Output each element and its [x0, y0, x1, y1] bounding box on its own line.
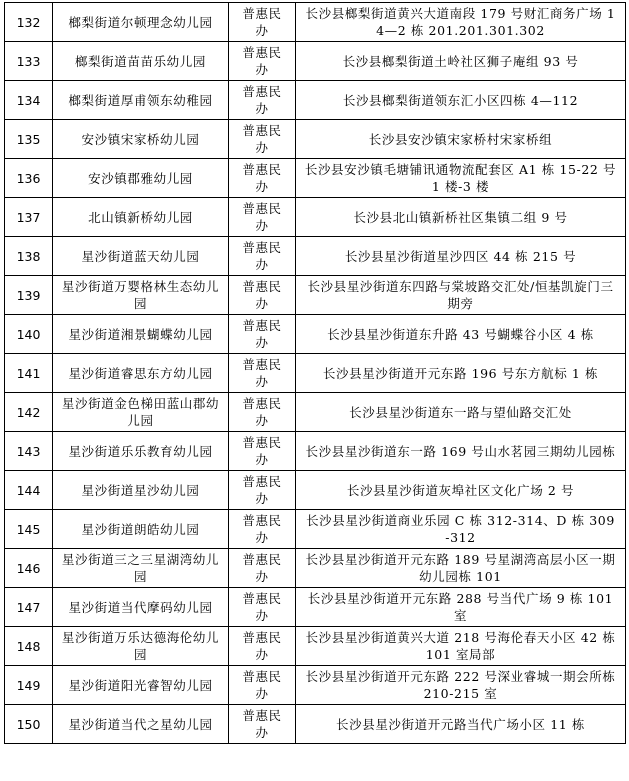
kindergarten-type: 普惠民办 [229, 393, 296, 432]
kindergarten-table [4, 2, 626, 744]
kindergarten-address: 长沙县星沙街道灰埠社区文化广场 2 号 [296, 471, 626, 510]
kindergarten-name: 星沙街道星沙幼儿园 [53, 471, 229, 510]
table-row [5, 666, 626, 705]
kindergarten-type: 普惠民办 [229, 276, 296, 315]
table-row [5, 705, 626, 744]
kindergarten-name: 星沙街道当代摩码幼儿园 [53, 588, 229, 627]
kindergarten-name: 星沙街道湘景蝴蝶幼儿园 [53, 315, 229, 354]
kindergarten-type: 普惠民办 [229, 3, 296, 42]
kindergarten-type: 普惠民办 [229, 354, 296, 393]
kindergarten-name: 星沙街道万乐达德海伦幼儿园 [53, 627, 229, 666]
row-number: 143 [5, 432, 53, 471]
kindergarten-address: 长沙县星沙街道开元东路 196 号东方航标 1 栋 [296, 354, 626, 393]
kindergarten-type: 普惠民办 [229, 42, 296, 81]
kindergarten-address: 长沙县星沙街道开元路当代广场小区 11 栋 [296, 705, 626, 744]
table-row [5, 315, 626, 354]
table-row [5, 393, 626, 432]
row-number: 138 [5, 237, 53, 276]
kindergarten-address: 长沙县星沙街道东一路 169 号山水茗园三期幼儿园栋 [296, 432, 626, 471]
kindergarten-address: 长沙县星沙街道星沙四区 44 栋 215 号 [296, 237, 626, 276]
kindergarten-name: 安沙镇宋家桥幼儿园 [53, 120, 229, 159]
table-row [5, 159, 626, 198]
kindergarten-address: 长沙县星沙街道东一路与望仙路交汇处 [296, 393, 626, 432]
table-row [5, 198, 626, 237]
kindergarten-type: 普惠民办 [229, 471, 296, 510]
table-row [5, 81, 626, 120]
row-number: 136 [5, 159, 53, 198]
kindergarten-type: 普惠民办 [229, 627, 296, 666]
row-number: 140 [5, 315, 53, 354]
kindergarten-address: 长沙县榔梨街道黄兴大道南段 179 号财汇商务广场 14—2 栋 201.201.301.302 [296, 3, 626, 42]
kindergarten-name: 星沙街道当代之星幼儿园 [53, 705, 229, 744]
kindergarten-type: 普惠民办 [229, 549, 296, 588]
row-number: 149 [5, 666, 53, 705]
row-number: 135 [5, 120, 53, 159]
kindergarten-name: 星沙街道三之三星湖湾幼儿园 [53, 549, 229, 588]
kindergarten-address: 长沙县星沙街道东升路 43 号蝴蝶谷小区 4 栋 [296, 315, 626, 354]
table-row [5, 120, 626, 159]
row-number: 146 [5, 549, 53, 588]
table-row [5, 432, 626, 471]
table-row [5, 627, 626, 666]
kindergarten-name: 星沙街道万婴格林生态幼儿园 [53, 276, 229, 315]
table-row [5, 3, 626, 42]
kindergarten-name: 星沙街道朗皓幼儿园 [53, 510, 229, 549]
row-number: 147 [5, 588, 53, 627]
row-number: 144 [5, 471, 53, 510]
row-number: 141 [5, 354, 53, 393]
kindergarten-name: 榔梨街道尔顿理念幼儿园 [53, 3, 229, 42]
table-body [5, 3, 626, 744]
kindergarten-name: 星沙街道阳光睿智幼儿园 [53, 666, 229, 705]
kindergarten-name: 星沙街道睿思东方幼儿园 [53, 354, 229, 393]
kindergarten-type: 普惠民办 [229, 237, 296, 276]
kindergarten-name: 榔梨街道厚甫领东幼稚园 [53, 81, 229, 120]
table-row [5, 510, 626, 549]
table-row [5, 471, 626, 510]
kindergarten-name: 北山镇新桥幼儿园 [53, 198, 229, 237]
row-number: 133 [5, 42, 53, 81]
kindergarten-type: 普惠民办 [229, 705, 296, 744]
kindergarten-name: 星沙街道蓝天幼儿园 [53, 237, 229, 276]
kindergarten-address: 长沙县榔梨街道领东汇小区四栋 4—112 [296, 81, 626, 120]
kindergarten-type: 普惠民办 [229, 120, 296, 159]
row-number: 150 [5, 705, 53, 744]
kindergarten-address: 长沙县星沙街道商业乐园 C 栋 312-314、D 栋 309-312 [296, 510, 626, 549]
row-number: 132 [5, 3, 53, 42]
kindergarten-address: 长沙县星沙街道开元东路 288 号当代广场 9 栋 101 室 [296, 588, 626, 627]
row-number: 142 [5, 393, 53, 432]
kindergarten-type: 普惠民办 [229, 198, 296, 237]
kindergarten-table-container [4, 2, 625, 744]
kindergarten-address: 长沙县星沙街道东四路与棠坡路交汇处/恒基凯旋门三期旁 [296, 276, 626, 315]
kindergarten-name: 星沙街道金色梯田蓝山郡幼儿园 [53, 393, 229, 432]
kindergarten-address: 长沙县安沙镇宋家桥村宋家桥组 [296, 120, 626, 159]
table-row [5, 237, 626, 276]
kindergarten-address: 长沙县北山镇新桥社区集镇二组 9 号 [296, 198, 626, 237]
table-row [5, 276, 626, 315]
table-row [5, 588, 626, 627]
kindergarten-address: 长沙县安沙镇毛塘铺讯通物流配套区 A1 栋 15-22 号 1 楼-3 楼 [296, 159, 626, 198]
table-row [5, 42, 626, 81]
kindergarten-type: 普惠民办 [229, 159, 296, 198]
kindergarten-type: 普惠民办 [229, 588, 296, 627]
kindergarten-name: 榔梨街道苗苗乐幼儿园 [53, 42, 229, 81]
kindergarten-address: 长沙县星沙街道开元东路 222 号深业睿城一期会所栋 210-215 室 [296, 666, 626, 705]
kindergarten-name: 安沙镇郡雅幼儿园 [53, 159, 229, 198]
table-row [5, 354, 626, 393]
kindergarten-address: 长沙县星沙街道黄兴大道 218 号海伦春天小区 42 栋 101 室局部 [296, 627, 626, 666]
table-row [5, 549, 626, 588]
kindergarten-address: 长沙县星沙街道开元东路 189 号星湖湾高层小区一期幼儿园栋 101 [296, 549, 626, 588]
row-number: 148 [5, 627, 53, 666]
kindergarten-type: 普惠民办 [229, 432, 296, 471]
row-number: 134 [5, 81, 53, 120]
kindergarten-type: 普惠民办 [229, 81, 296, 120]
row-number: 137 [5, 198, 53, 237]
kindergarten-type: 普惠民办 [229, 510, 296, 549]
row-number: 145 [5, 510, 53, 549]
kindergarten-name: 星沙街道乐乐教育幼儿园 [53, 432, 229, 471]
kindergarten-address: 长沙县榔梨街道土岭社区狮子庵组 93 号 [296, 42, 626, 81]
kindergarten-type: 普惠民办 [229, 666, 296, 705]
kindergarten-type: 普惠民办 [229, 315, 296, 354]
row-number: 139 [5, 276, 53, 315]
